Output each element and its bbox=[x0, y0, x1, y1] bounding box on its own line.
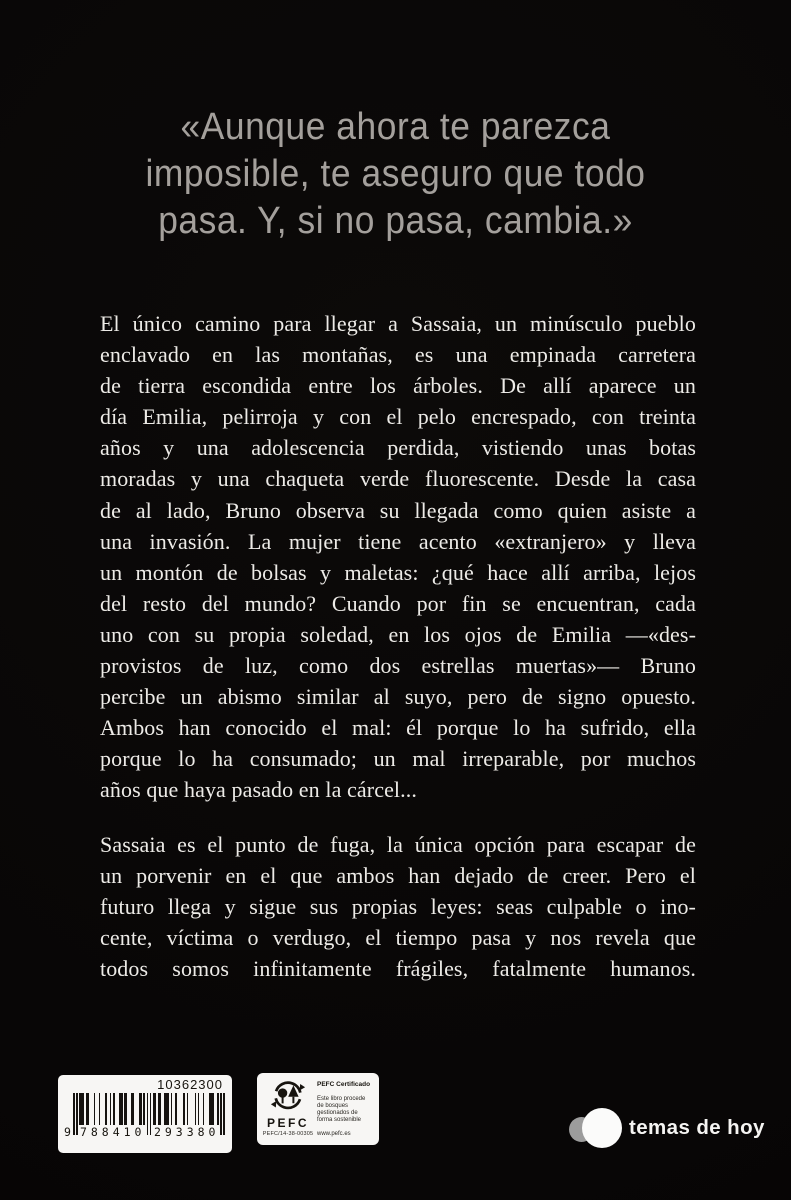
synopsis-line: porque lo ha consumado; un mal irreparable, por muchos bbox=[100, 746, 696, 772]
pefc-trees-recycle-icon bbox=[270, 1079, 306, 1117]
barcode-right-digits: 293380 bbox=[153, 1125, 220, 1139]
synopsis-line: un montón de bolsas y maletas: ¿qué hace allí arriba, lejos bbox=[100, 559, 696, 585]
pefc-wordmark: PEFC bbox=[266, 1116, 309, 1130]
synopsis-paragraph-1 bbox=[100, 308, 696, 806]
synopsis-line: Sassaia es el punto de fuga, la única opción para escapar de bbox=[100, 831, 696, 857]
quote-line: «Aunque ahora te parezca bbox=[180, 106, 611, 148]
synopsis bbox=[100, 308, 696, 984]
barcode-first-digit: 9 bbox=[64, 1125, 71, 1139]
synopsis-line: años que haya pasado en la cárcel... bbox=[100, 777, 417, 803]
synopsis-line: moradas y una chaqueta verde fluorescente. Desde la casa bbox=[100, 466, 696, 492]
synopsis-line: día Emilia, pelirroja y con el pelo encrespado, con treinta bbox=[100, 404, 696, 430]
synopsis-line: una invasión. La mujer tiene acento «extranjero» y lleva bbox=[100, 528, 696, 554]
synopsis-line: del resto del mundo? Cuando por fin se encuentran, cada bbox=[100, 590, 696, 616]
barcode-label bbox=[58, 1075, 232, 1153]
publisher-name: temas de hoy bbox=[629, 1116, 765, 1139]
synopsis-line: percibe un abismo similar al suyo, pero de signo opuesto. bbox=[100, 684, 696, 710]
pefc-label bbox=[257, 1073, 379, 1145]
pefc-logo-block bbox=[261, 1079, 315, 1140]
synopsis-line: cente, víctima o verdugo, el tiempo pasa y nos revela que bbox=[100, 924, 696, 950]
pefc-title: PEFC Certificado bbox=[317, 1081, 371, 1088]
footer bbox=[0, 1060, 791, 1200]
synopsis-line: un porvenir en el que ambos han dejado de creer. Pero el bbox=[100, 862, 696, 888]
quote-line: imposible, te aseguro que todo bbox=[145, 153, 646, 195]
synopsis-line: de al lado, Bruno observa su llegada como quien asiste a bbox=[100, 497, 696, 523]
synopsis-line: uno con su propia soledad, en los ojos de Emilia —«des- bbox=[100, 621, 696, 647]
pefc-text-block bbox=[315, 1079, 375, 1140]
synopsis-line: futuro llega y sigue sus propias leyes: seas culpable o ino- bbox=[100, 893, 696, 919]
synopsis-paragraph-2 bbox=[100, 829, 696, 984]
barcode-left-digits: 788410 bbox=[79, 1125, 146, 1139]
synopsis-line: todos somos infinitamente frágiles, fatalmente humanos. bbox=[100, 955, 696, 981]
publisher-logo bbox=[569, 1105, 769, 1155]
synopsis-line: Ambos han conocido el mal: él porque lo ha sufrido, ella bbox=[100, 715, 696, 741]
synopsis-line: años y una adolescencia perdida, vistiendo unas botas bbox=[100, 435, 696, 461]
quote-line: pasa. Y, si no pasa, cambia.» bbox=[158, 200, 633, 242]
synopsis-line: El único camino para llegar a Sassaia, un minúsculo pueblo bbox=[100, 311, 696, 336]
synopsis-line: enclavado en las montañas, es una empinada carretera bbox=[100, 342, 696, 368]
pefc-description: Este libro procede de bosques gestionados de forma sostenible bbox=[317, 1096, 366, 1123]
cover-quote bbox=[28, 104, 764, 245]
barcode-bars-icon bbox=[73, 1093, 226, 1139]
pefc-cert-number: PEFC/14-38-00305 bbox=[262, 1131, 314, 1137]
barcode-top-number: 10362300 bbox=[157, 1077, 223, 1092]
publisher-white-circle-icon bbox=[582, 1108, 622, 1148]
synopsis-line: de tierra escondida entre los árboles. De allí aparece un bbox=[100, 373, 696, 399]
pefc-url: www.pefc.es bbox=[317, 1131, 351, 1137]
synopsis-line: provistos de luz, como dos estrellas muertas»— Bruno bbox=[100, 653, 696, 679]
barcode bbox=[58, 1093, 232, 1139]
